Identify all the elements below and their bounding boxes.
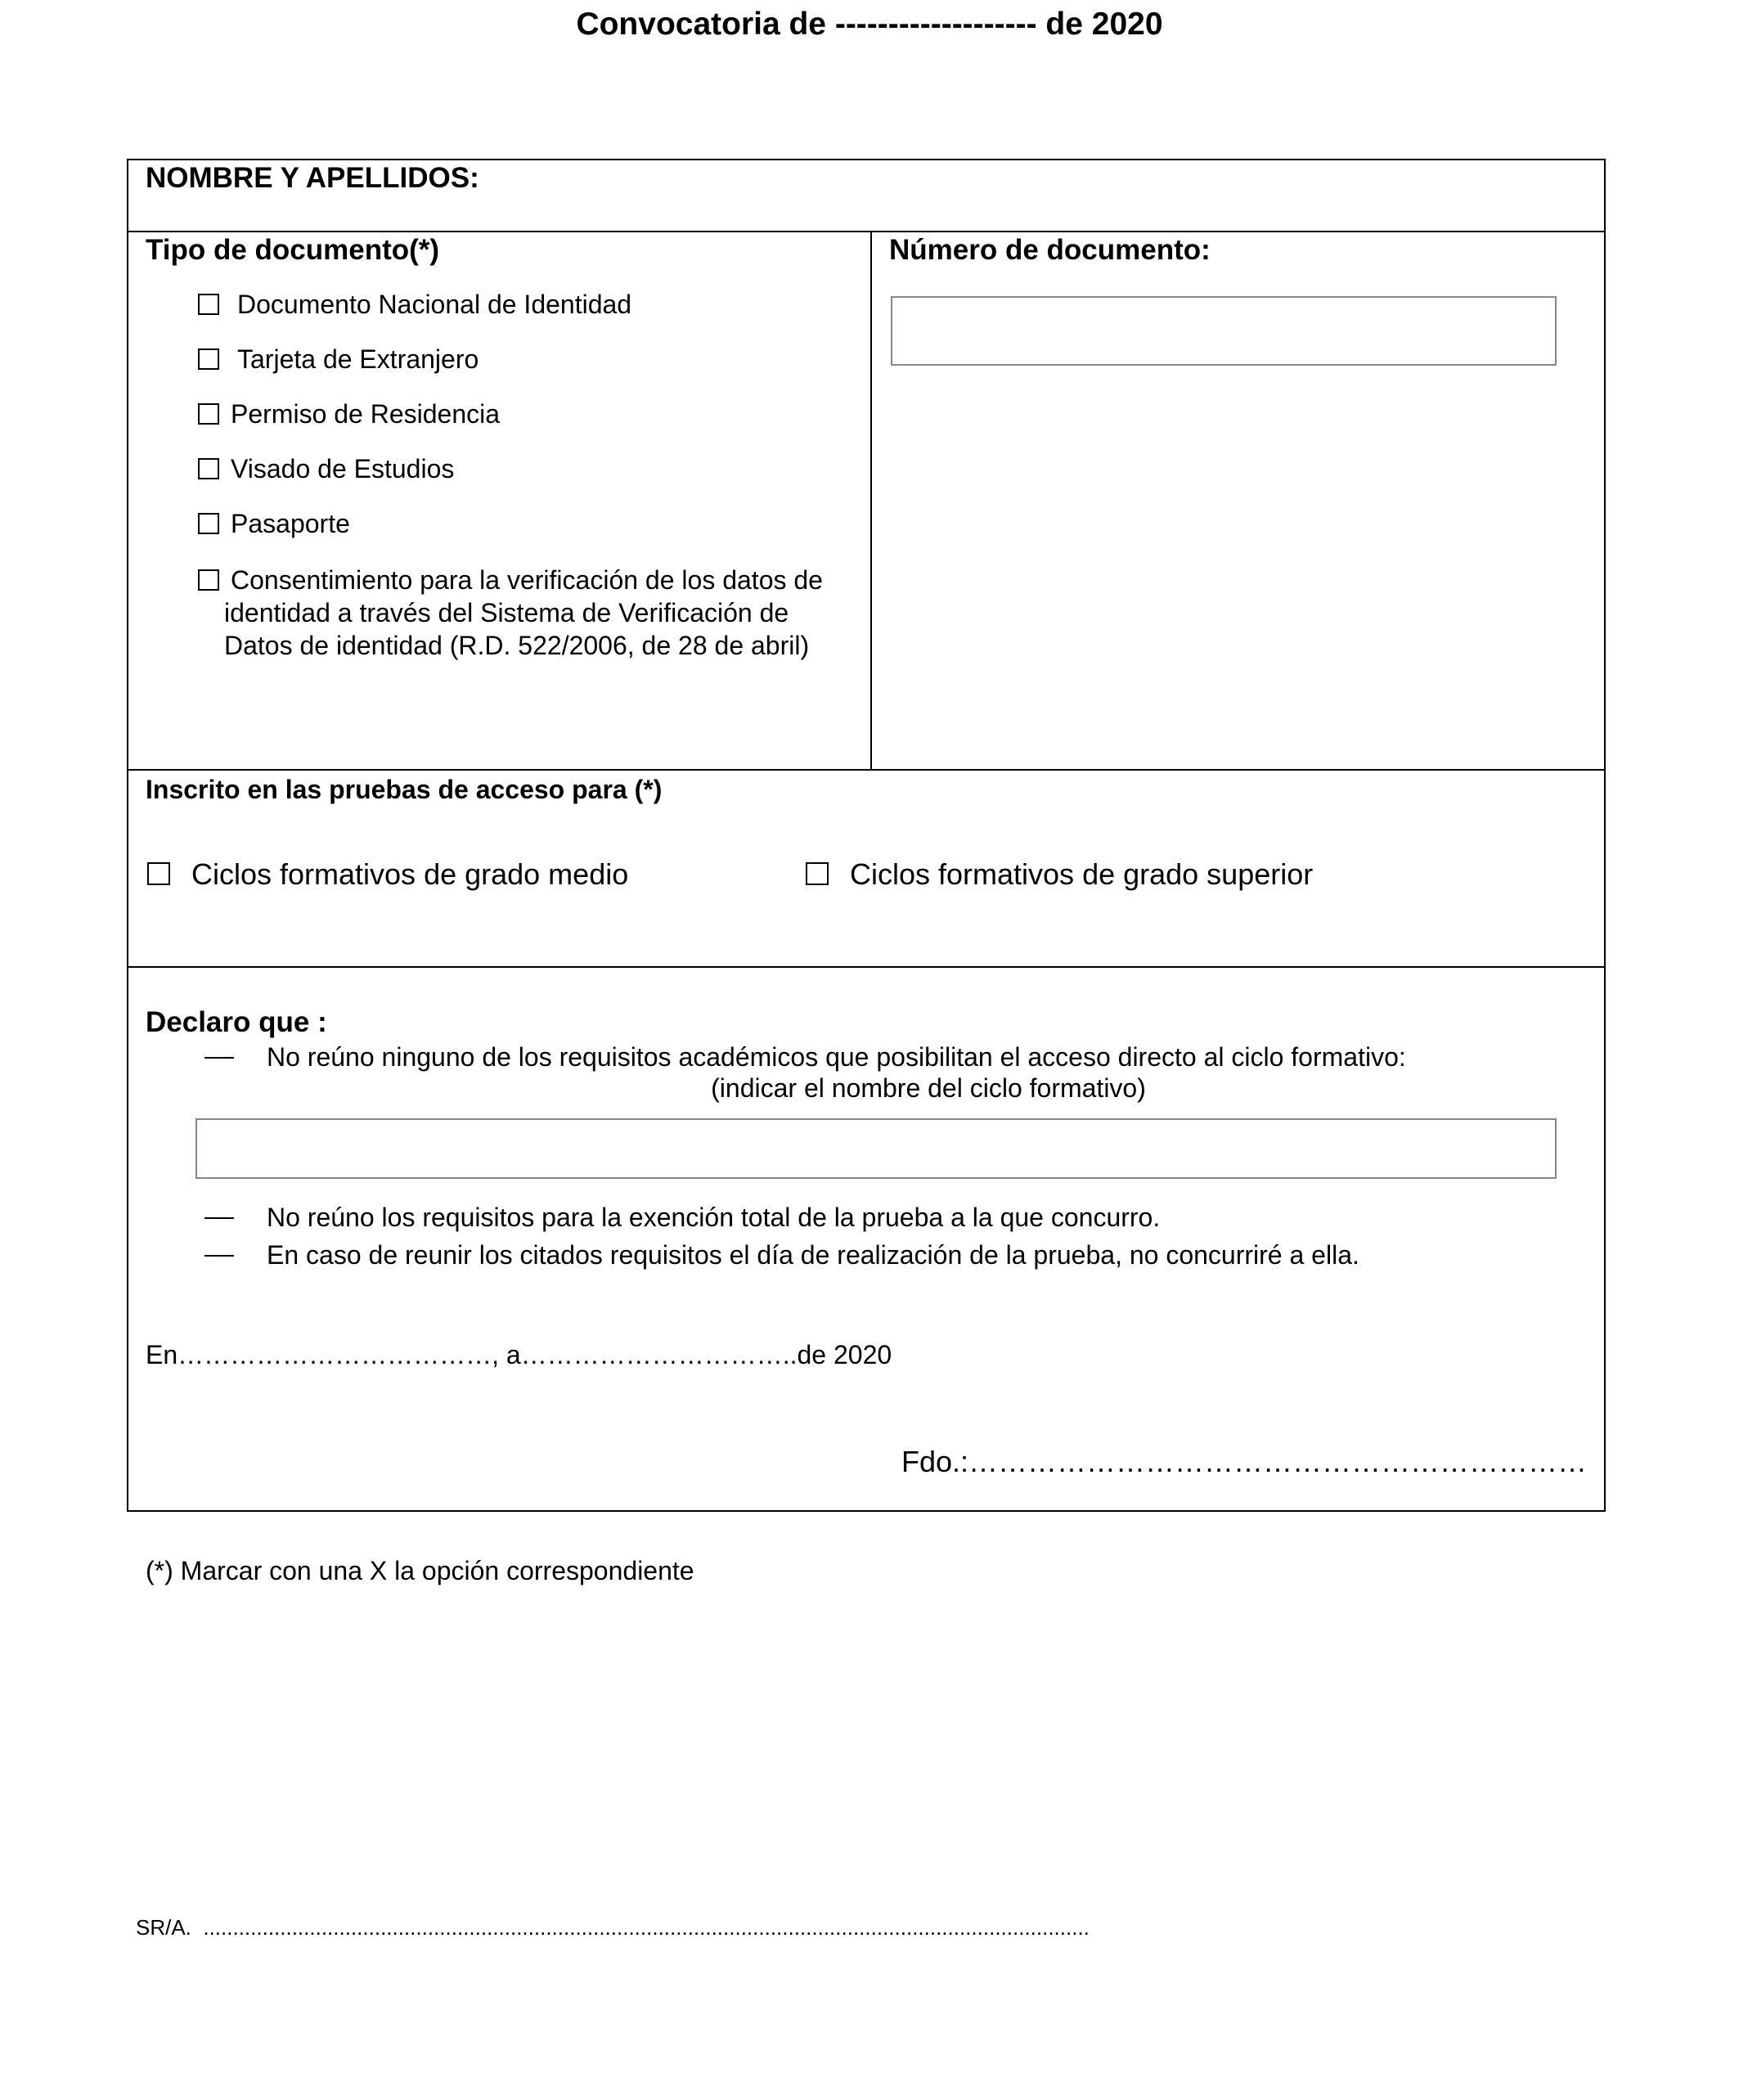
doc-option-label: Documento Nacional de Identidad [237,290,632,319]
doc-option-label: Permiso de Residencia [231,399,501,429]
doc-type-label: Tipo de documento(*) [146,234,440,266]
doc-option-label: Pasaporte [231,509,350,538]
declaration-3-text: En caso de reunir los citados requisitos el día de realización de la prueba, no concurriré a ella. [267,1240,1359,1270]
level-option-label: Ciclos formativos de grado medio [191,857,629,891]
declaration-2-text: No reúno los requisitos para la exención total de la prueba a la que concurro. [267,1203,1161,1232]
level-option-superior[interactable] [806,857,1313,892]
checkbox-pasaporte[interactable] [198,513,219,534]
cycle-name-input[interactable] [195,1118,1557,1179]
doc-option-permiso-residencia[interactable] [198,399,500,429]
doc-option-consent[interactable] [198,564,869,662]
dash-bullet [204,1255,234,1257]
declaration-1 [204,1042,1406,1072]
consent-line-1: Consentimiento para la verificación de los datos de [231,565,823,595]
doc-number-input[interactable] [891,296,1557,366]
enrolled-label: Inscrito en las pruebas de acceso para (*) [146,775,663,804]
doc-number-label: Número de documento: [889,234,1211,266]
checkbox-grado-superior[interactable] [806,862,829,885]
dash-bullet [204,1217,234,1219]
footnote: (*) Marcar con una X la opción correspondiente [146,1556,694,1585]
doc-option-tarjeta-extranjero[interactable] [198,344,479,375]
name-label: NOMBRE Y APELLIDOS: [146,162,479,194]
addressee-line[interactable]: SR/A. ...................................................................................................................................................... [136,1915,1090,1940]
dash-bullet [204,1057,234,1059]
checkbox-tarjeta-extranjero[interactable] [198,349,219,370]
declaration-3 [204,1240,1359,1270]
level-option-medio[interactable] [147,857,628,892]
page-title: Convocatoria de ------------------- de 2020 [576,7,1163,42]
place-date-line[interactable]: En………………………………, a…………………………..de 2020 [146,1340,892,1369]
checkbox-dni[interactable] [198,294,219,315]
signature-line[interactable]: Fdo.:……………………………………………………… [901,1445,1588,1478]
declaration-1-text: No reúno ninguno de los requisitos académicos que posibilitan el acceso directo al ciclo formativo: [267,1042,1406,1072]
level-option-label: Ciclos formativos de grado superior [850,857,1314,891]
declaration-1-hint: (indicar el nombre del ciclo formativo) [711,1073,1146,1103]
column-divider-document [870,231,872,769]
consent-line-3: Datos de identidad (R.D. 522/2006, de 28 de abril) [224,631,810,660]
doc-option-pasaporte[interactable] [198,509,350,539]
checkbox-grado-medio[interactable] [147,862,170,885]
doc-option-visado-estudios[interactable] [198,454,454,484]
row-divider-document [127,769,1606,771]
row-divider-enrolled [127,966,1606,968]
doc-option-label: Visado de Estudios [231,454,455,483]
doc-option-label: Tarjeta de Extranjero [237,344,479,374]
checkbox-consent[interactable] [198,569,219,591]
checkbox-permiso-residencia[interactable] [198,403,219,425]
consent-line-2: identidad a través del Sistema de Verificación de [224,598,789,627]
row-divider-name [127,231,1606,232]
declaration-2 [204,1203,1160,1233]
doc-option-dni[interactable] [198,290,631,320]
declare-label: Declaro que : [146,1006,327,1038]
checkbox-visado-estudios[interactable] [198,458,219,479]
